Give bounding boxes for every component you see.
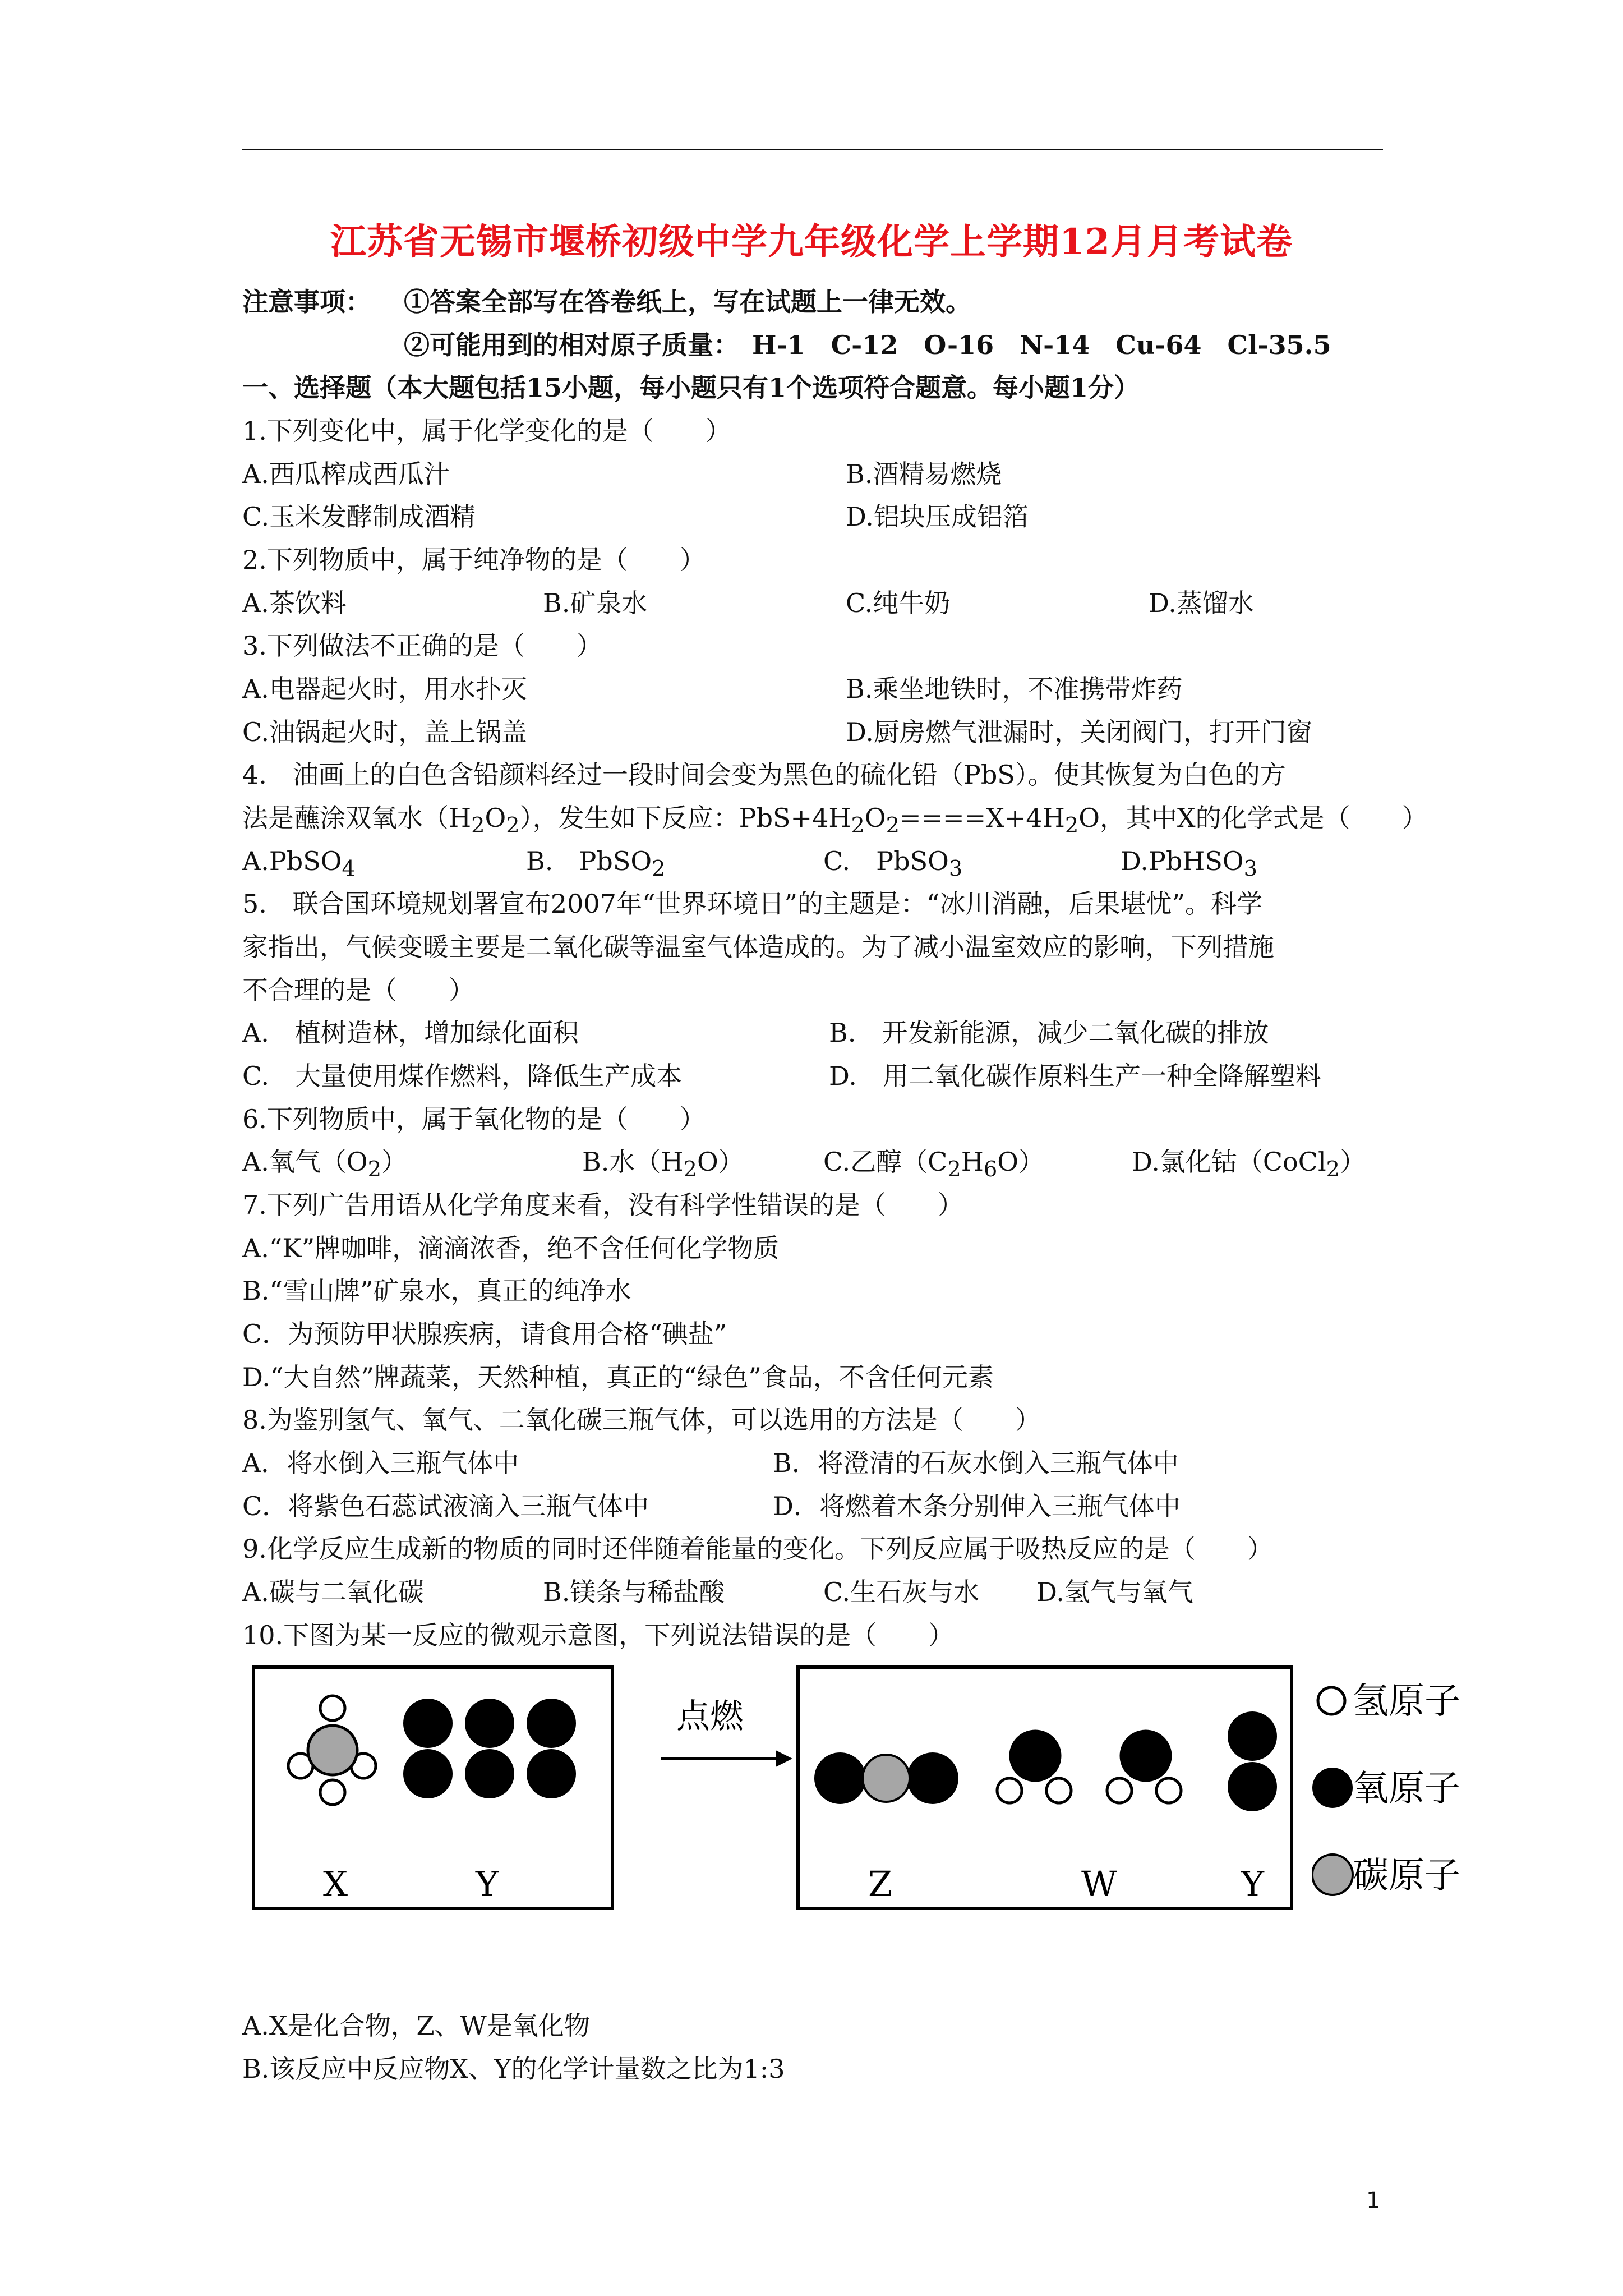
q6-option-c: C.乙醇$(C_2H_6O)$ xyxy=(823,1147,1044,1182)
oxygen-atom xyxy=(1011,1731,1060,1780)
q4-line-2: 法是蘸涂双氧水$(H_2O_2)$，发生如下反应：$PbS+4H_2O_2====X+4H_2O$，其中X的化学式是（ ） xyxy=(242,803,1428,839)
label-y-left: Y xyxy=(476,1864,499,1904)
oxygen-atom xyxy=(815,1754,865,1803)
q1-option-a: A.西瓜榨成西瓜汁 xyxy=(242,459,450,489)
oxygen-atom xyxy=(1228,1711,1277,1761)
hydrogen-atom xyxy=(320,1696,345,1720)
q2-option-d: D.蒸馏水 xyxy=(1149,588,1254,618)
q5-option-c: C. 大量使用煤作燃料，降低生产成本 xyxy=(242,1061,683,1091)
oxygen-atom xyxy=(527,1699,576,1748)
reaction-diagram xyxy=(251,1660,1384,1930)
q3-option-b: B.乘坐地铁时，不准携带炸药 xyxy=(846,674,1183,704)
hydrogen-atom xyxy=(997,1778,1022,1803)
label-y-right: Y xyxy=(1241,1864,1264,1904)
q10-option-a: A.X是化合物，Z、W是氧化物 xyxy=(242,2010,590,2041)
legend-oxygen-label: 氧原子 xyxy=(1353,1768,1460,1810)
q3-option-c: C.油锅起火时，盖上锅盖 xyxy=(242,717,528,747)
oxygen-atom xyxy=(465,1749,514,1798)
q5-line-3: 不合理的是（ ） xyxy=(242,975,474,1005)
q1-stem: 1.下列变化中，属于化学变化的是（ ） xyxy=(242,416,731,446)
q6-option-a: A.氧气$(O_2)$ xyxy=(242,1147,407,1182)
arrow-label: 点燃 xyxy=(676,1697,744,1736)
q4-option-a: A.PbSO$_4$ xyxy=(242,846,356,882)
label-x: X xyxy=(323,1864,348,1904)
q6-option-b: B.水$(H_2O)$ xyxy=(582,1147,744,1182)
q6-stem: 6.下列物质中，属于氧化物的是（ ） xyxy=(242,1104,706,1134)
notes-label: 注意事项： xyxy=(242,287,371,317)
header-rule xyxy=(242,149,1383,150)
q2-stem: 2.下列物质中，属于纯净物的是（ ） xyxy=(242,545,706,575)
q9-option-c: C.生石灰与水 xyxy=(823,1577,980,1607)
q4-line-1: 4. 油画上的白色含铅颜料经过一段时间会变为黑色的硫化铅（PbS）。使其恢复为白色的方 xyxy=(242,760,1286,790)
label-z: Z xyxy=(868,1864,893,1904)
hydrogen-atom xyxy=(1156,1778,1181,1803)
notes-item-2: ②可能用到的相对原子质量： H-1 C-12 O-16 N-14 Cu-64 Cl-35.5 xyxy=(404,330,1331,360)
q1-option-d: D.铝块压成铝箔 xyxy=(846,501,1029,532)
page-title: 江苏省无锡市堰桥初级中学九年级化学上学期12月月考试卷 xyxy=(330,221,1293,263)
oxygen-atom xyxy=(1228,1762,1277,1811)
q9-option-a: A.碳与二氧化碳 xyxy=(242,1577,424,1607)
legend-carbon-swatch xyxy=(1312,1855,1353,1895)
q9-stem: 9.化学反应生成新的物质的同时还伴随着能量的变化。下列反应属于吸热反应的是（ ） xyxy=(242,1534,1273,1564)
q8-option-a: A．将水倒入三瓶气体中 xyxy=(242,1448,519,1478)
q2-option-a: A.茶饮料 xyxy=(242,588,347,618)
hydrogen-atom xyxy=(320,1780,345,1805)
q8-stem: 8.为鉴别氢气、氧气、二氧化碳三瓶气体，可以选用的方法是（ ） xyxy=(242,1405,1041,1435)
q7-option-b: B.“雪山牌”矿泉水，真正的纯净水 xyxy=(242,1276,631,1306)
q5-line-2: 家指出，气候变暖主要是二氧化碳等温室气体造成的。为了减小温室效应的影响，下列措施 xyxy=(242,932,1274,962)
q10-stem: 10.下图为某一反应的微观示意图，下列说法错误的是（ ） xyxy=(242,1620,955,1650)
label-w: W xyxy=(1081,1864,1117,1904)
q4-option-c: C. PbSO$_3$ xyxy=(823,846,963,882)
molecule-w-1 xyxy=(997,1731,1071,1803)
q5-option-a: A. 植树造林，增加绿化面积 xyxy=(242,1018,579,1048)
q8-option-c: C．将紫色石蕊试液滴入三瓶气体中 xyxy=(242,1491,649,1521)
section-1-header: 一、选择题（本大题包括15小题，每小题只有1个选项符合题意。每小题1分） xyxy=(242,372,1140,403)
q3-stem: 3.下列做法不正确的是（ ） xyxy=(242,631,602,661)
molecule-x xyxy=(288,1696,376,1805)
q9-option-b: B.镁条与稀盐酸 xyxy=(543,1577,725,1607)
molecule-y-remaining xyxy=(1228,1711,1277,1811)
molecule-w-2 xyxy=(1107,1731,1181,1803)
q4-option-b: B. PbSO$_2$ xyxy=(526,846,666,882)
q3-option-a: A.电器起火时，用水扑灭 xyxy=(242,674,527,704)
q1-option-b: B.酒精易燃烧 xyxy=(846,459,1002,489)
q8-option-d: D．将燃着木条分别伸入三瓶气体中 xyxy=(773,1491,1181,1521)
page-number: 1 xyxy=(1366,2188,1381,2214)
molecule-z xyxy=(815,1754,957,1803)
legend-oxygen-swatch xyxy=(1312,1768,1353,1808)
q9-option-d: D.氢气与氧气 xyxy=(1036,1577,1193,1607)
atom-legend xyxy=(1312,1662,1481,1925)
q2-option-b: B.矿泉水 xyxy=(543,588,648,618)
oxygen-atom xyxy=(403,1699,453,1748)
oxygen-atom xyxy=(403,1749,453,1798)
q7-option-d: D.“大自然”牌蔬菜，天然种植，真正的“绿色”食品，不含任何元素 xyxy=(242,1362,994,1392)
q5-option-d: D. 用二氧化碳作原料生产一种全降解塑料 xyxy=(829,1061,1321,1091)
oxygen-atom xyxy=(908,1754,957,1803)
carbon-atom xyxy=(863,1755,910,1802)
hydrogen-atom xyxy=(1107,1778,1132,1803)
oxygen-atom xyxy=(1121,1731,1170,1780)
reaction-diagram-svg xyxy=(251,1660,1384,1930)
q8-option-b: B．将澄清的石灰水倒入三瓶气体中 xyxy=(773,1448,1179,1478)
q7-stem: 7.下列广告用语从化学角度来看，没有科学性错误的是（ ） xyxy=(242,1190,963,1220)
q10-option-b: B.该反应中反应物X、Y的化学计量数之比为1:3 xyxy=(242,2054,785,2084)
legend-hydrogen-swatch xyxy=(1318,1687,1345,1714)
q7-option-c: C．为预防甲状腺疾病，请食用合格“碘盐” xyxy=(242,1319,727,1349)
q3-option-d: D.厨房燃气泄漏时，关闭阀门，打开门窗 xyxy=(846,717,1312,747)
molecules-y xyxy=(403,1699,576,1798)
carbon-atom xyxy=(308,1726,357,1775)
hydrogen-atom xyxy=(1046,1778,1071,1803)
q1-option-c: C.玉米发酵制成酒精 xyxy=(242,501,476,532)
notes-item-1: ①答案全部写在答卷纸上，写在试题上一律无效。 xyxy=(404,287,971,317)
reaction-arrow-head xyxy=(776,1750,792,1767)
legend-hydrogen-label: 氢原子 xyxy=(1353,1681,1460,1722)
q5-line-1: 5. 联合国环境规划署宣布2007年“世界环境日”的主题是：“冰川消融，后果堪忧”。科学 xyxy=(242,889,1263,919)
q5-option-b: B. 开发新能源，减少二氧化碳的排放 xyxy=(829,1018,1269,1048)
atom-legend-svg xyxy=(1312,1662,1481,1925)
q7-option-a: A.“K”牌咖啡，滴滴浓香，绝不含任何化学物质 xyxy=(242,1233,780,1263)
oxygen-atom xyxy=(527,1749,576,1798)
q4-option-d: D.PbHSO$_3$ xyxy=(1121,846,1257,882)
q2-option-c: C.纯牛奶 xyxy=(846,588,951,618)
q6-option-d: D.氯化钴（CoCl$_2$） xyxy=(1132,1147,1366,1182)
legend-carbon-label: 碳原子 xyxy=(1353,1855,1460,1897)
oxygen-atom xyxy=(465,1699,514,1748)
